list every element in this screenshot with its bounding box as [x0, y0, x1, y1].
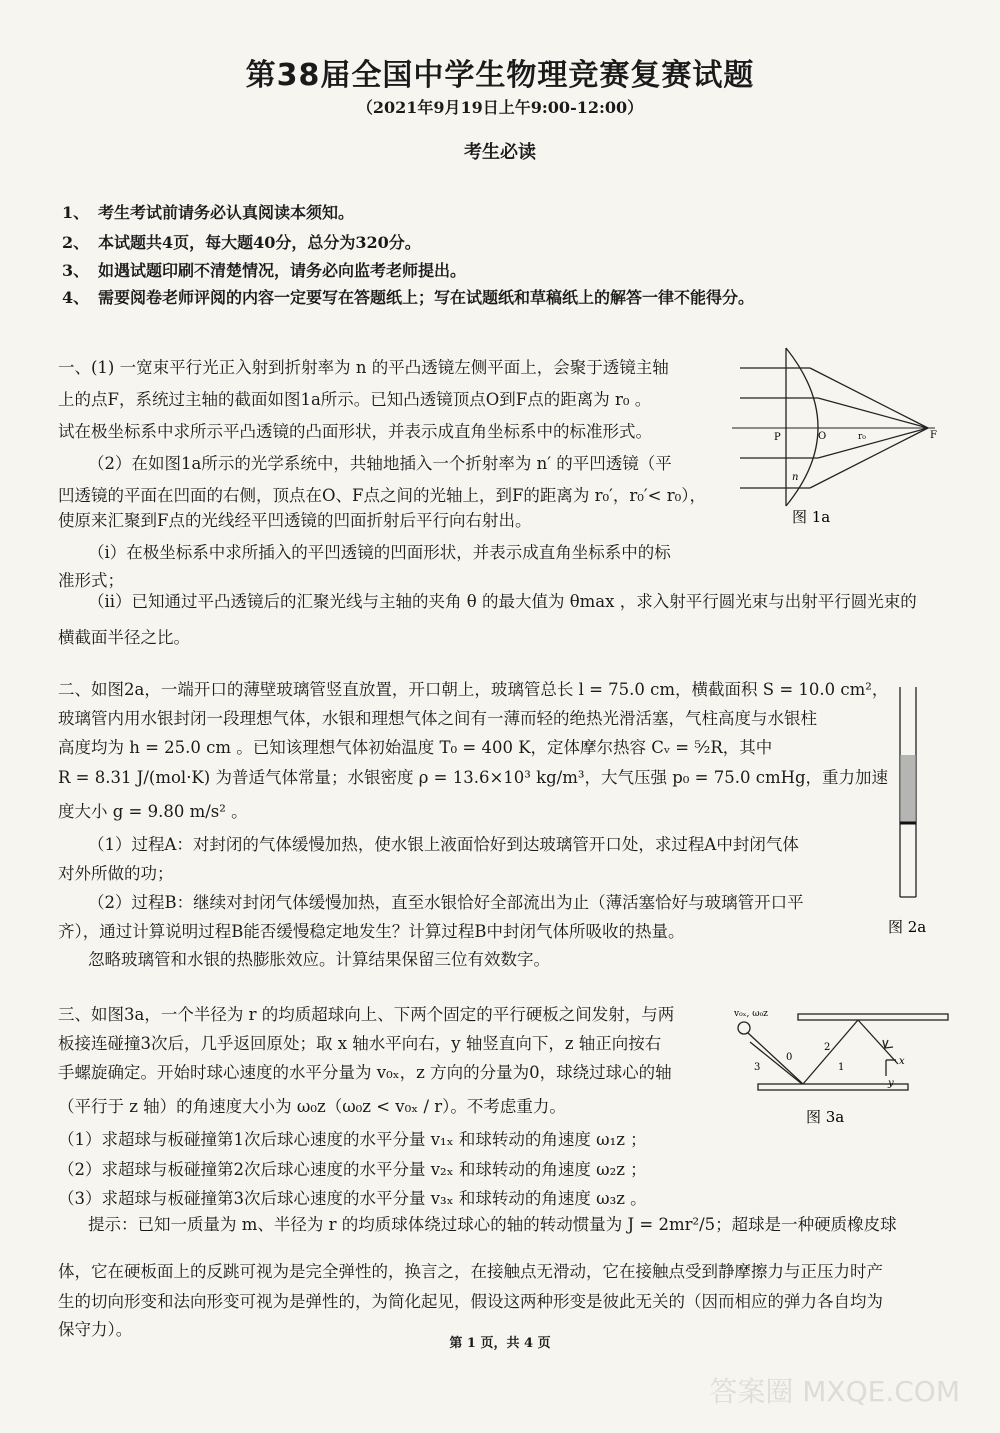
- q1-line: 横截面半径之比。: [58, 628, 190, 647]
- q1-line: （i）在极坐标系中求所插入的平凹透镜的凹面形状，并表示成直角坐标系中的标: [88, 543, 671, 562]
- label-n: n: [792, 472, 799, 483]
- label-1: 1: [838, 1062, 845, 1073]
- q1-line: 上的点F，系统过主轴的截面如图1a所示。已知凸透镜顶点O到F点的距离为 r₀ 。: [58, 390, 652, 409]
- page-title: 第38届全国中学生物理竞赛复赛试题: [245, 58, 755, 93]
- watermark: 答案圈 MXQE.COM: [709, 1375, 960, 1408]
- figure-caption: 图 3a: [806, 1108, 845, 1126]
- notice-heading: 考生必读: [464, 142, 536, 163]
- q3-line: （平行于 z 轴）的角速度大小为 ω₀z（ω₀z < v₀ₓ / r）。不考虑重力。: [58, 1097, 566, 1116]
- figure-3a-superball: [728, 1000, 958, 1130]
- q2-line: R = 8.31 J/(mol·K) 为普适气体常量；水银密度 ρ = 13.6×10³ kg/m³，大气压强 p₀ = 75.0 cmHg，重力加速: [58, 768, 889, 787]
- q1-line: 准形式；: [58, 571, 124, 590]
- q3-line: 保守力）。: [58, 1320, 133, 1339]
- notice-item: 4、 需要阅卷老师评阅的内容一定要写在答题纸上；写在试题纸和草稿纸上的解答一律不能得分。: [62, 288, 755, 307]
- q3-line: （3）求超球与板碰撞第3次后球心速度的水平分量 v₃ₓ 和球转动的角速度 ω₃z 。: [58, 1189, 647, 1208]
- label-y: y: [888, 1078, 894, 1089]
- figure-2a-glass-tube: [880, 685, 950, 940]
- q1-line: （ii）已知通过平凸透镜后的汇聚光线与主轴的夹角 θ 的最大值为 θmax ，求入射平行圆光束与出射平行圆光束的: [88, 592, 917, 611]
- q2-line: （1）过程A：对封闭的气体缓慢加热，使水银上液面恰好到达玻璃管开口处，求过程A中封闭气体: [88, 835, 799, 854]
- q3-line: （2）求超球与板碰撞第2次后球心速度的水平分量 v₂ₓ 和球转动的角速度 ω₂z ；: [58, 1160, 647, 1179]
- figure-caption: 图 1a: [792, 508, 831, 526]
- label-o: O: [818, 431, 827, 442]
- q3-line: 板接连碰撞3次后，几乎返回原处；取 x 轴水平向右，y 轴竖直向下，z 轴正向按右: [58, 1034, 662, 1053]
- figure-1a-lens-diagram: [730, 340, 950, 530]
- mercury-column: [900, 755, 916, 823]
- label-f: F: [930, 430, 937, 441]
- q3-line: 体，它在硬板面上的反跳可视为是完全弹性的，换言之，在接触点无滑动，它在接触点受到静摩擦力与正压力时产: [58, 1262, 883, 1281]
- q2-line: 齐），通过计算说明过程B能否缓慢稳定地发生？计算过程B中封闭气体所吸收的热量。: [58, 922, 685, 941]
- q1-line: 一、(1) 一宽束平行光正入射到折射率为 n 的平凸透镜左侧平面上，会聚于透镜主轴: [58, 358, 669, 377]
- q2-line: 玻璃管内用水银封闭一段理想气体，水银和理想气体之间有一薄而轻的绝热光滑活塞，气柱高度与水银柱: [58, 709, 817, 728]
- q1-line: （2）在如图1a所示的光学系统中，共轴地插入一个折射率为 n′ 的平凹透镜（平: [88, 454, 672, 473]
- q3-line: 生的切向形变和法向形变可视为是弹性的，为简化起见，假设这两种形变是彼此无关的（因而相应的弹力各自均为: [58, 1292, 883, 1311]
- q1-line: 凹透镜的平面在凹面的右侧，顶点在O、F点之间的光轴上，到F的距离为 r₀′，r₀′< r₀），: [58, 486, 706, 505]
- label-p: P: [774, 432, 781, 443]
- q2-line: （2）过程B：继续对封闭气体缓慢加热，直至水银恰好全部流出为止（薄活塞恰好与玻璃管开口平: [88, 893, 804, 912]
- q2-line: 忽略玻璃管和水银的热膨胀效应。计算结果保留三位有效数字。: [88, 950, 550, 969]
- q3-line: （1）求超球与板碰撞第1次后球心速度的水平分量 v₁ₓ 和球转动的角速度 ω₁z ；: [58, 1130, 647, 1149]
- q1-line: 使原来汇聚到F点的光线经平凹透镜的凹面折射后平行向右射出。: [58, 511, 532, 530]
- page-footer: 第 1 页，共 4 页: [449, 1336, 551, 1351]
- label-x: x: [899, 1056, 905, 1067]
- label-2: 2: [824, 1042, 831, 1053]
- q2-line: 二、如图2a，一端开口的薄壁玻璃管竖直放置，开口朝上，玻璃管总长 l = 75.0 cm，横截面积 S = 10.0 cm²，: [58, 680, 889, 699]
- notice-item: 1、 考生考试前请务必认真阅读本须知。: [62, 203, 355, 222]
- q2-line: 度大小 g = 9.80 m/s² 。: [58, 802, 248, 821]
- label-3: 3: [754, 1062, 761, 1073]
- label-v0x-omega: v₀ₓ, ω₀z: [734, 1009, 768, 1019]
- label-r0: r₀: [858, 432, 866, 442]
- q3-line: 提示：已知一质量为 m、半径为 r 的均质球体绕过球心的轴的转动惯量为 J = 2mr²/5；超球是一种硬质橡皮球: [88, 1215, 897, 1234]
- q3-line: 手螺旋确定。开始时球心速度的水平分量为 v₀ₓ，z 方向的分量为0，球绕过球心的轴: [58, 1063, 672, 1082]
- notice-item: 3、 如遇试题印刷不清楚情况，请务必向监考老师提出。: [62, 261, 467, 280]
- exam-date: （2021年9月19日上午9:00-12:00）: [356, 98, 644, 117]
- notice-item: 2、 本试题共4页，每大题40分，总分为320分。: [62, 233, 421, 252]
- figure-caption: 图 2a: [888, 918, 927, 936]
- q2-line: 高度均为 h = 25.0 cm 。已知该理想气体初始温度 T₀ = 400 K，定体摩尔热容 Cᵥ = ⁵⁄₂R，其中: [58, 738, 773, 757]
- q1-line: 试在极坐标系中求所示平凸透镜的凸面形状，并表示成直角坐标系中的标准形式。: [58, 422, 652, 441]
- q2-line: 对外所做的功；: [58, 864, 174, 883]
- label-0: 0: [786, 1052, 793, 1063]
- q3-line: 三、如图3a，一个半径为 r 的均质超球向上、下两个固定的平行硬板之间发射，与两: [58, 1005, 675, 1024]
